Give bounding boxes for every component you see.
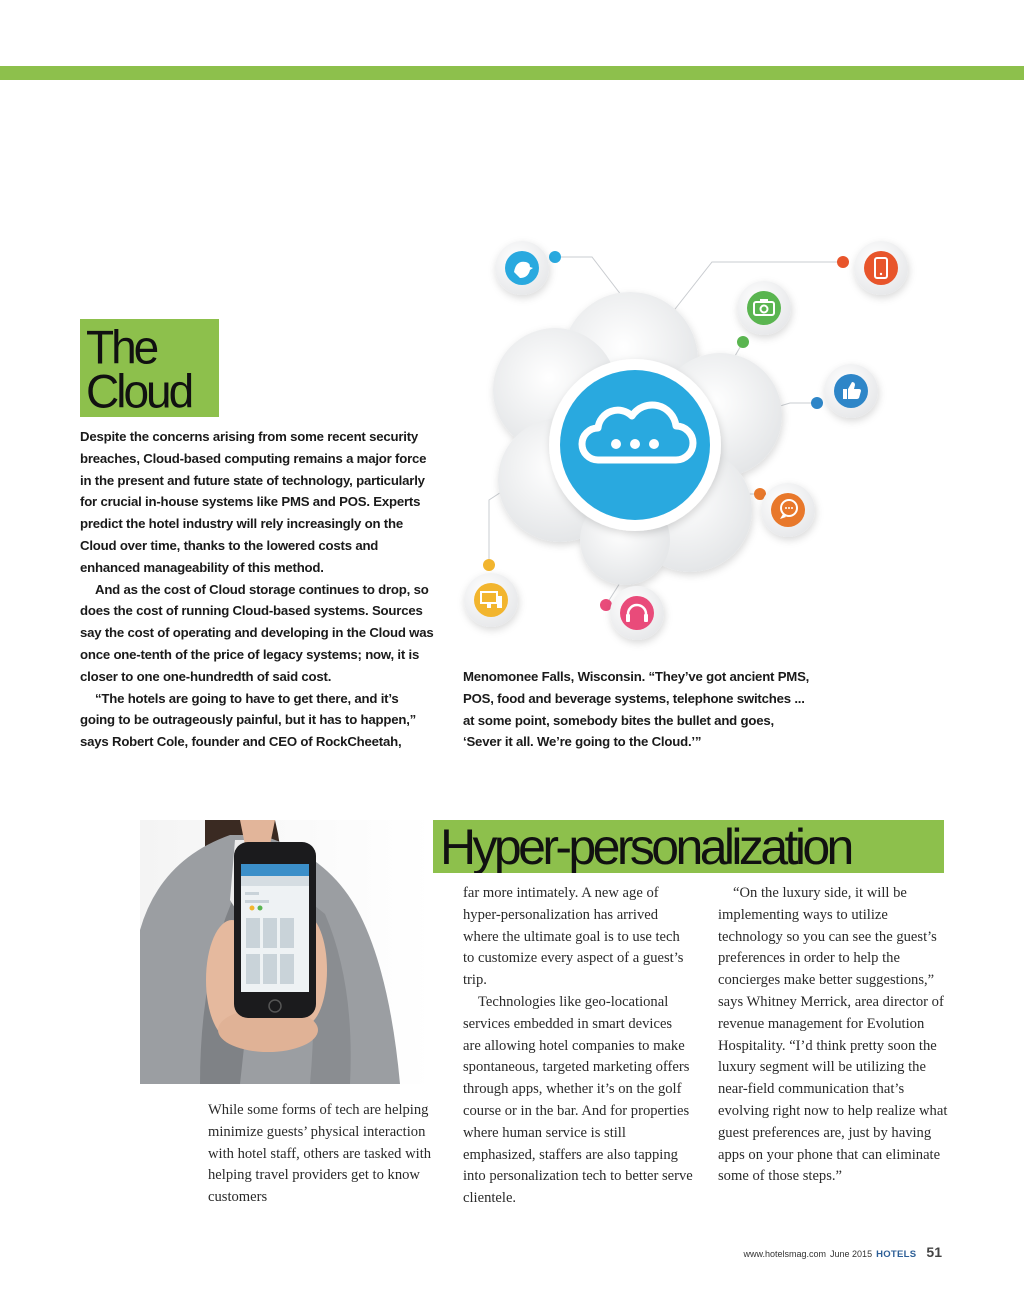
footer-brand: HOTELS bbox=[876, 1249, 917, 1260]
page-number: 51 bbox=[926, 1244, 942, 1260]
woman-holding-smartphone-photo bbox=[140, 820, 432, 1084]
computer-icon bbox=[464, 573, 518, 627]
cloud-column-1 bbox=[80, 426, 435, 753]
cloud-paragraph: Menomonee Falls, Wisconsin. “They’ve got ancient PMS, POS, food and beverage systems, telephone switches ... at some point, somebody bites the bullet and goes, ‘Sever it all. We’re going to the Cloud.’” bbox=[463, 669, 810, 750]
bird-icon bbox=[495, 241, 549, 295]
cloud-network-diagram bbox=[440, 225, 940, 665]
cloud-paragraph: And as the cost of Cloud storage continues to drop, so does the cost of running Cloud-based systems. Sources say the cost of operating and developing in the Cloud was once one-tenth of the price of legacy systems; now, it is closer to one one-hundredth of said cost. bbox=[80, 581, 434, 684]
cloud-column-2 bbox=[463, 666, 813, 753]
hyper-column-1 bbox=[208, 1100, 432, 1209]
camera-icon bbox=[737, 281, 791, 335]
hyper-paragraph: far more intimately. A new age of hyper-personalization has arrived where the ultimate goal is to use tech to customize every aspect of a guest’s trip. bbox=[463, 885, 684, 989]
cloud-paragraph: “The hotels are going to have to get there, and it’s going to be outrageously painful, but it has to happen,” says Robert Cole, founder and CEO of RockCheetah, bbox=[80, 690, 417, 750]
footer-url: www.hotelsmag.com bbox=[743, 1249, 827, 1259]
hyper-column-3 bbox=[718, 883, 948, 1188]
hyper-paragraph: While some forms of tech are helping minimize guests’ physical interaction with hotel staff, others are tasked with helping travel providers get to know customers bbox=[208, 1102, 432, 1206]
top-accent-bar bbox=[0, 66, 1024, 80]
hyper-paragraph: Technologies like geo-locational services embedded in smart devices are allowing hotel companies to make spontaneous, targeted marketing offers through apps, whether it’s on the golf course or in the bar. And for properties where human service is still emphasized, staffers are also tapping into personalization tech to better serve clientele. bbox=[463, 993, 693, 1207]
phone-icon bbox=[854, 241, 908, 295]
hyper-heading-text: Hyper-personalization bbox=[440, 820, 851, 873]
footer-date: June 2015 bbox=[830, 1249, 873, 1259]
cloud-icon bbox=[549, 359, 721, 531]
cloud-heading-line1: The bbox=[86, 320, 157, 374]
chat-bubble-icon bbox=[761, 483, 815, 537]
thumbs-up-icon bbox=[824, 364, 878, 418]
hyper-column-2 bbox=[463, 883, 693, 1210]
cloud-paragraph: Despite the concerns arising from some recent security breaches, Cloud-based computing remains a major force in the present and future state of technology, particularly for crucial in-house systems like PMS and POS. Experts predict the hotel industry will rely increasingly on the Cloud over time, thanks to the lowered costs and enhanced manageability of this method. bbox=[80, 429, 427, 575]
cloud-section-heading bbox=[80, 319, 219, 417]
cloud-heading-line2: Cloud bbox=[86, 364, 192, 418]
hyper-section-heading bbox=[433, 820, 944, 873]
page-footer bbox=[744, 1244, 943, 1260]
hyper-paragraph: “On the luxury side, it will be implementing ways to utilize technology so you can see the guest’s preferences in order to help the concierges make better suggestions,” says Whitney Merrick, area director of revenue management for Evolution Hospitality. “I’d think pretty soon the luxury segment will be utilizing the near-field communication that’s evolving right now to help realize what guest preferences are, just by having apps on your phone that can eliminate some of those steps.” bbox=[718, 885, 948, 1185]
headphones-icon bbox=[610, 586, 664, 640]
